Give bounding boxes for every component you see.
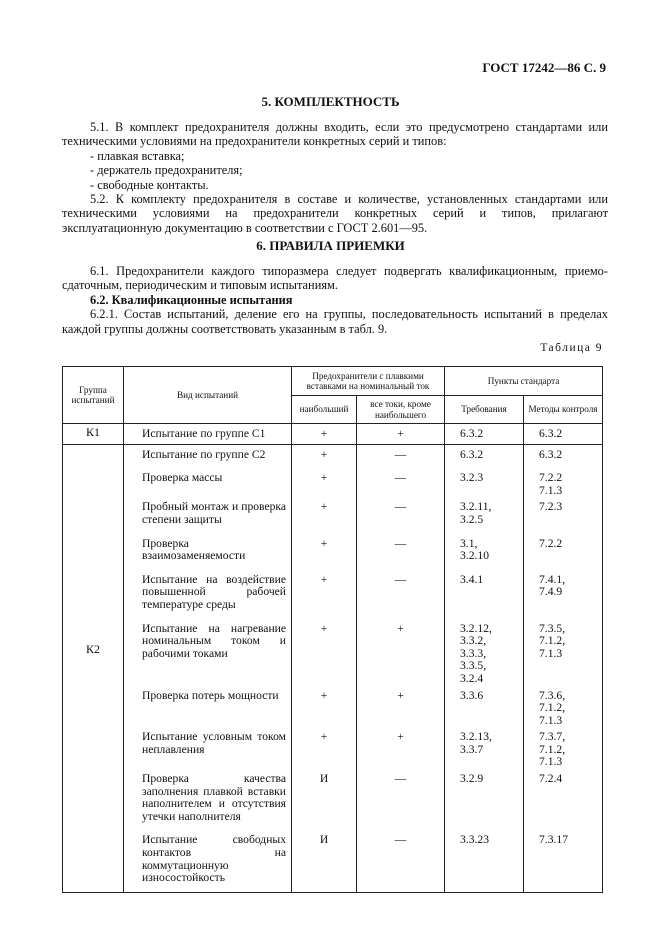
group-cell: К1 <box>63 424 124 445</box>
requirements-cell: 3.3.23 <box>445 830 524 892</box>
requirements-cell: 3.1, 3.2.10 <box>445 534 524 570</box>
fuses-other-cell: + <box>357 424 445 445</box>
header-test-type: Вид испытаний <box>124 367 292 424</box>
header-fuses-other: все токи, кроме наибольшего <box>357 396 445 424</box>
methods-cell: 7.3.7, 7.1.2, 7.1.3 <box>524 727 603 769</box>
subsection-title: 6.2. Квалификационные испытания <box>90 292 293 307</box>
section-6-title: 6. ПРАВИЛА ПРИЕМКИ <box>256 238 405 253</box>
fuses-max-cell: И <box>292 830 357 892</box>
test-type-cell: Испытание на воздействие повышенной рабочей температуре среды <box>124 570 292 619</box>
fuses-other-cell: — <box>357 444 445 468</box>
requirements-cell: 6.3.2 <box>445 424 524 445</box>
table-row <box>63 444 603 468</box>
fuses-max-cell: + <box>292 686 357 728</box>
fuses-max-cell: И <box>292 769 357 830</box>
methods-cell: 7.3.5, 7.1.2, 7.1.3 <box>524 619 603 686</box>
list-item: - держатель предохранителя; <box>90 163 243 178</box>
test-type-cell: Проверка качества заполнения плавкой вставки наполнителем и отсутствия утечки наполнителя <box>124 769 292 830</box>
section-6-body <box>62 264 608 336</box>
requirements-cell: 3.2.9 <box>445 769 524 830</box>
fuses-other-cell: — <box>357 769 445 830</box>
table-row <box>63 619 603 686</box>
group-cell: К2 <box>63 444 124 892</box>
fuses-max-cell: + <box>292 468 357 497</box>
table-row <box>63 570 603 619</box>
test-type-cell: Проверка взаимозаменяемости <box>124 534 292 570</box>
requirements-cell: 3.4.1 <box>445 570 524 619</box>
methods-cell: 6.3.2 <box>524 444 603 468</box>
fuses-other-cell: — <box>357 570 445 619</box>
fuses-max-cell: + <box>292 727 357 769</box>
requirements-cell: 3.2.11, 3.2.5 <box>445 497 524 533</box>
header-fuses: Предохранители с плавкими вставками на номинальный ток <box>292 367 445 396</box>
methods-cell: 7.3.6, 7.1.2, 7.1.3 <box>524 686 603 728</box>
test-type-cell: Пробный монтаж и проверка степени защиты <box>124 497 292 533</box>
requirements-cell: 3.2.12, 3.3.2, 3.3.3, 3.3.5, 3.2.4 <box>445 619 524 686</box>
test-type-cell: Испытание по группе С2 <box>124 444 292 468</box>
fuses-max-cell: + <box>292 570 357 619</box>
methods-cell: 7.4.1, 7.4.9 <box>524 570 603 619</box>
fuses-other-cell: — <box>357 534 445 570</box>
methods-cell: 7.2.2 7.1.3 <box>524 468 603 497</box>
table-row <box>63 468 603 497</box>
fuses-other-cell: + <box>357 727 445 769</box>
list-item: - плавкая вставка; <box>90 148 185 163</box>
methods-cell: 7.3.17 <box>524 830 603 892</box>
fuses-max-cell: + <box>292 444 357 468</box>
fuses-max-cell: + <box>292 424 357 445</box>
table-row <box>63 497 603 533</box>
fuses-max-cell: + <box>292 619 357 686</box>
paragraph-5-1: 5.1. В комплект предохранителя должны входить, если это предусмотрено стандартами или техническими условиями на предохранители конкретных серий и типов: <box>62 120 608 149</box>
fuses-other-cell: — <box>357 830 445 892</box>
list-item: - свободные контакты. <box>90 177 209 192</box>
header-points: Пункты стандарта <box>445 367 603 396</box>
test-type-cell: Испытание свободных контактов на коммутационную износостойкость <box>124 830 292 892</box>
table-row <box>63 727 603 769</box>
section-5-title: 5. КОМПЛЕКТНОСТЬ <box>261 94 400 109</box>
header-requirements: Требования <box>445 396 524 424</box>
methods-cell: 7.2.4 <box>524 769 603 830</box>
paragraph-6-1: 6.1. Предохранители каждого типоразмера следует подвергать квалификационным, приемо-сдаточным, периодическим и типовым испытаниям. <box>62 264 608 293</box>
fuses-other-cell: — <box>357 497 445 533</box>
table-row <box>63 534 603 570</box>
header-group: Группа испытаний <box>63 367 124 424</box>
requirements-cell: 3.2.13, 3.3.7 <box>445 727 524 769</box>
methods-cell: 7.2.2 <box>524 534 603 570</box>
requirements-cell: 6.3.2 <box>445 444 524 468</box>
fuses-max-cell: + <box>292 497 357 533</box>
header-fuses-max: наибольший <box>292 396 357 424</box>
test-type-cell: Испытание по группе С1 <box>124 424 292 445</box>
fuses-max-cell: + <box>292 534 357 570</box>
requirements-cell: 3.3.6 <box>445 686 524 728</box>
header-methods: Методы контроля <box>524 396 603 424</box>
table-row <box>63 830 603 892</box>
fuses-other-cell: + <box>357 686 445 728</box>
table-row <box>63 686 603 728</box>
test-type-cell: Испытание условным током неплавления <box>124 727 292 769</box>
test-type-cell: Проверка потерь мощности <box>124 686 292 728</box>
requirements-cell: 3.2.3 <box>445 468 524 497</box>
methods-cell: 7.2.3 <box>524 497 603 533</box>
page-header: ГОСТ 17242—86 С. 9 <box>482 60 606 75</box>
section-5-body <box>62 120 608 235</box>
fuses-other-cell: — <box>357 468 445 497</box>
paragraph-6-2-1: 6.2.1. Состав испытаний, деление его на группы, последовательность испытаний в пределах каждой группы должны соответствовать указанным в табл. 9. <box>62 307 608 336</box>
fuses-other-cell: + <box>357 619 445 686</box>
table-9 <box>62 366 603 893</box>
paragraph-5-2: 5.2. К комплекту предохранителя в составе и количестве, установленных стандартами или техническими условиями на предохранители конкретных серий и типов, прилагают эксплуатационную документацию в соответствии с ГОСТ 2.601—95. <box>62 192 608 235</box>
test-type-cell: Испытание на нагревание номинальным током и рабочими токами <box>124 619 292 686</box>
methods-cell: 6.3.2 <box>524 424 603 445</box>
table-row <box>63 424 603 445</box>
table-row <box>63 769 603 830</box>
test-type-cell: Проверка массы <box>124 468 292 497</box>
table-caption: Таблица 9 <box>540 342 603 354</box>
